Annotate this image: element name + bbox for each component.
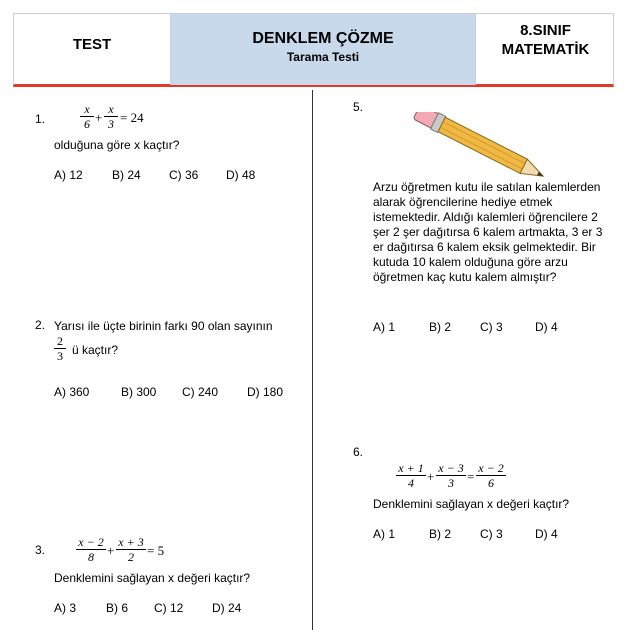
fraction-denominator: 4	[408, 476, 414, 490]
fraction	[476, 461, 506, 490]
fraction-numerator: x − 3	[436, 461, 466, 476]
option-d[interactable]: D) 24	[212, 601, 242, 615]
option-c[interactable]: C) 12	[154, 601, 184, 615]
fraction-numerator: x − 2	[476, 461, 506, 476]
option-d[interactable]: D) 180	[247, 385, 284, 399]
fraction	[396, 461, 426, 490]
equals-sign: =	[467, 469, 475, 484]
fraction	[80, 102, 94, 131]
option-d[interactable]: D) 4	[535, 527, 558, 541]
option-c[interactable]: C) 240	[182, 385, 219, 399]
page-subtitle: Tarama Testi	[286, 50, 360, 64]
option-c[interactable]: C) 3	[480, 320, 503, 334]
option-c[interactable]: C) 36	[169, 168, 199, 182]
pencil-icon	[405, 112, 555, 177]
fraction-denominator: 3	[57, 349, 63, 363]
fraction-numerator: x + 3	[116, 535, 146, 550]
subject-label: MATEMATİK	[501, 41, 590, 58]
plus-sign: +	[95, 110, 103, 125]
fraction-denominator: 6	[488, 476, 494, 490]
fraction	[116, 535, 146, 564]
question-number: 3.	[35, 543, 46, 557]
option-b[interactable]: B) 6	[106, 601, 129, 615]
plus-sign: +	[107, 543, 115, 558]
option-b[interactable]: B) 24	[112, 168, 141, 182]
fraction	[54, 334, 66, 363]
option-a[interactable]: A) 360	[54, 385, 90, 399]
header-test-cell	[14, 14, 170, 85]
option-a[interactable]: A) 1	[373, 527, 396, 541]
fraction	[104, 102, 118, 131]
grade-label: 8.SINIF	[520, 22, 571, 39]
option-d[interactable]: D) 4	[535, 320, 558, 334]
fraction-numerator: x − 2	[76, 535, 106, 550]
option-a[interactable]: A) 1	[373, 320, 396, 334]
question-number: 1.	[35, 112, 46, 126]
fraction-denominator: 2	[128, 550, 134, 564]
fraction-numerator: x + 1	[396, 461, 426, 476]
fraction-denominator: 6	[84, 117, 90, 131]
option-c[interactable]: C) 3	[480, 527, 503, 541]
question-number: 6.	[353, 445, 364, 459]
question-text: Denklemini sağlayan x değeri kaçtır?	[373, 497, 570, 511]
option-b[interactable]: B) 2	[429, 320, 452, 334]
header-grade-cell	[476, 14, 615, 85]
question-text-continued: ü kaçtır?	[72, 343, 119, 357]
header-banner	[13, 13, 614, 87]
fraction	[436, 461, 466, 490]
equation-rhs: = 5	[147, 543, 165, 558]
fraction	[76, 535, 106, 564]
option-b[interactable]: B) 2	[429, 527, 452, 541]
fraction-denominator: 3	[448, 476, 454, 490]
fraction-numerator: x	[104, 102, 118, 117]
fraction-denominator: 8	[88, 550, 94, 564]
option-a[interactable]: A) 3	[54, 601, 77, 615]
header-test-label: TEST	[72, 36, 112, 53]
page-title: DENKLEM ÇÖZME	[252, 30, 394, 47]
option-d[interactable]: D) 48	[226, 168, 256, 182]
plus-sign: +	[427, 469, 435, 484]
question-number: 2.	[35, 318, 46, 332]
column-divider	[312, 90, 313, 630]
equation-rhs: = 24	[120, 110, 144, 125]
option-a[interactable]: A) 12	[54, 168, 83, 182]
question-text: olduğuna göre x kaçtır?	[54, 138, 180, 152]
question-text: Arzu öğretmen kutu ile satılan kalemlerden alarak öğrencilerine hediye etmek istemektedir. Aldığı kalemleri öğrencilere 2 şer 2 şer dağıtırsa 6 kalem artmakta, 3 er 3 er dağıtırsa 6 kalem eksik gelmektedir. Bir kutuda 10 kalem olduğuna göre arzu öğretmen kaç kutu kalem almıştır?	[373, 180, 603, 284]
fraction-numerator: 2	[54, 334, 66, 349]
fraction-numerator: x	[80, 102, 94, 117]
header-title-cell	[170, 14, 476, 85]
question-text: Yarısı ile üçte birinin farkı 90 olan sayının	[54, 319, 273, 333]
question-text: Denklemini sağlayan x değeri kaçtır?	[54, 571, 251, 585]
question-number: 5.	[353, 100, 364, 114]
fraction-denominator: 3	[108, 117, 114, 131]
option-b[interactable]: B) 300	[121, 385, 157, 399]
